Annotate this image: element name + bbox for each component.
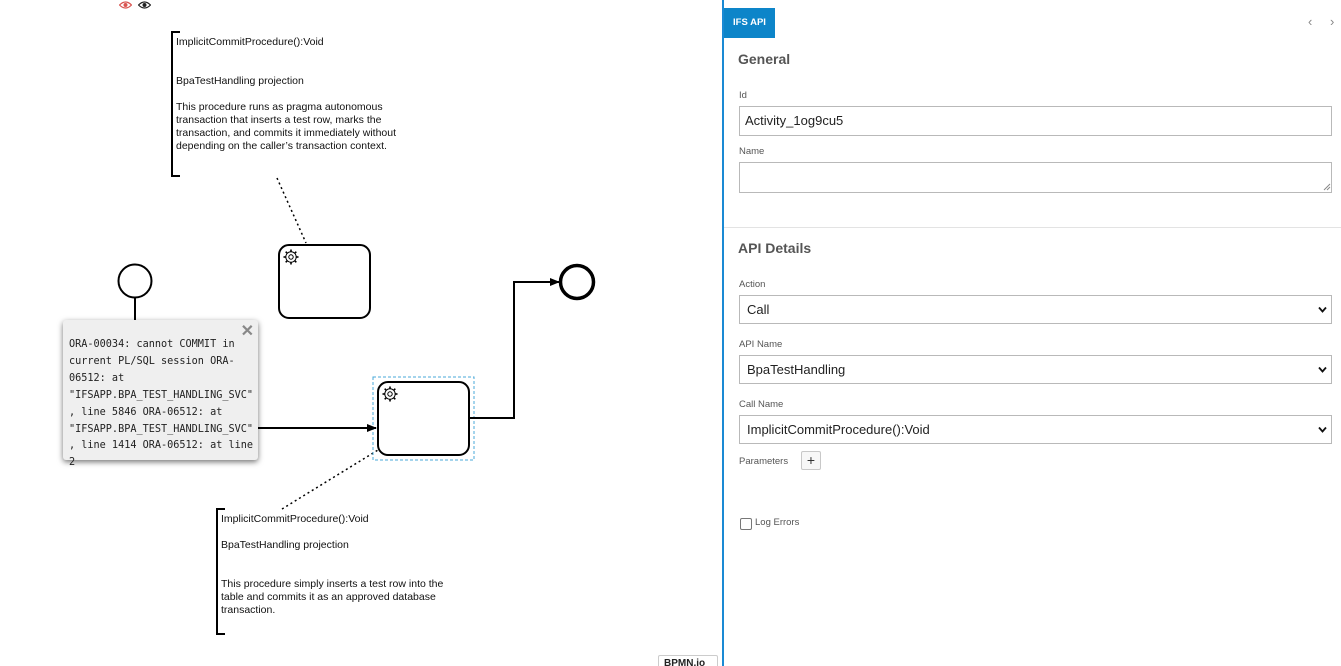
call-name-select-value: ImplicitCommitProcedure():Void (747, 422, 930, 437)
chevron-down-icon (1318, 365, 1327, 374)
chevron-right-icon[interactable]: › (1330, 14, 1335, 29)
annotation-bottom-description: This procedure simply inserts a test row into the table and commits it as an approved database transaction. (221, 578, 444, 616)
section-api-details-title: API Details (738, 240, 812, 256)
annotation-top-title: ImplicitCommitProcedure():Void (176, 36, 324, 48)
annotation-top-description: This procedure runs as pragma autonomous transaction that inserts a test row, marks the transaction, and commits it immediately without depending on the caller’s transaction context. (176, 101, 397, 152)
api-name-label: API Name (739, 339, 783, 350)
properties-panel (722, 0, 1341, 666)
association-top[interactable] (277, 178, 306, 243)
action-label: Action (739, 279, 766, 290)
bpmn-io-badge[interactable]: BPMN.io (658, 655, 718, 666)
sequence-flow-to-end[interactable] (469, 282, 559, 418)
eye-icon[interactable] (119, 0, 132, 10)
association-bottom[interactable] (282, 450, 378, 509)
chevron-left-icon[interactable]: ‹ (1308, 14, 1313, 29)
parameters-label: Parameters (739, 456, 789, 467)
chevron-down-icon (1318, 425, 1327, 434)
error-message: ORA-00034: cannot COMMIT in current PL/SQL session ORA-06512: at "IFSAPP.BPA_TEST_HANDLING_SVC", line 5846 ORA-06512: at "IFSAPP.BPA_TEST_HANDLING_SVC", line 1414 ORA-06512: at line 2 (69, 339, 254, 469)
api-name-select-value: BpaTestHandling (747, 362, 846, 377)
action-select-value: Call (747, 302, 770, 317)
annotation-bottom-projection: BpaTestHandling projection (221, 539, 349, 551)
section-general-title: General (738, 51, 791, 67)
call-name-select[interactable] (739, 415, 1332, 444)
tab-ifs-api[interactable]: IFS API (724, 8, 775, 38)
api-name-select[interactable] (739, 355, 1332, 384)
section-divider (724, 227, 1341, 228)
resize-handle-icon[interactable] (1323, 183, 1331, 191)
chevron-down-icon (1318, 305, 1327, 314)
action-select[interactable] (739, 295, 1332, 324)
name-textarea[interactable] (739, 162, 1332, 193)
call-name-label: Call Name (739, 399, 784, 410)
eye-icon[interactable] (138, 0, 151, 10)
log-errors-checkbox[interactable] (740, 518, 752, 530)
end-event[interactable] (561, 266, 594, 299)
add-parameter-button[interactable]: + (801, 451, 821, 470)
annotation-bottom-title: ImplicitCommitProcedure():Void (221, 513, 369, 525)
start-event[interactable] (119, 265, 152, 298)
annotation-top-projection: BpaTestHandling projection (176, 75, 304, 87)
name-label: Name (739, 146, 765, 157)
error-popup (63, 320, 258, 469)
close-icon[interactable]: ✕ (240, 323, 254, 340)
id-input[interactable]: Activity_1og9cu5 (739, 106, 1332, 136)
id-label: Id (739, 90, 747, 101)
log-errors-label: Log Errors (755, 517, 800, 528)
